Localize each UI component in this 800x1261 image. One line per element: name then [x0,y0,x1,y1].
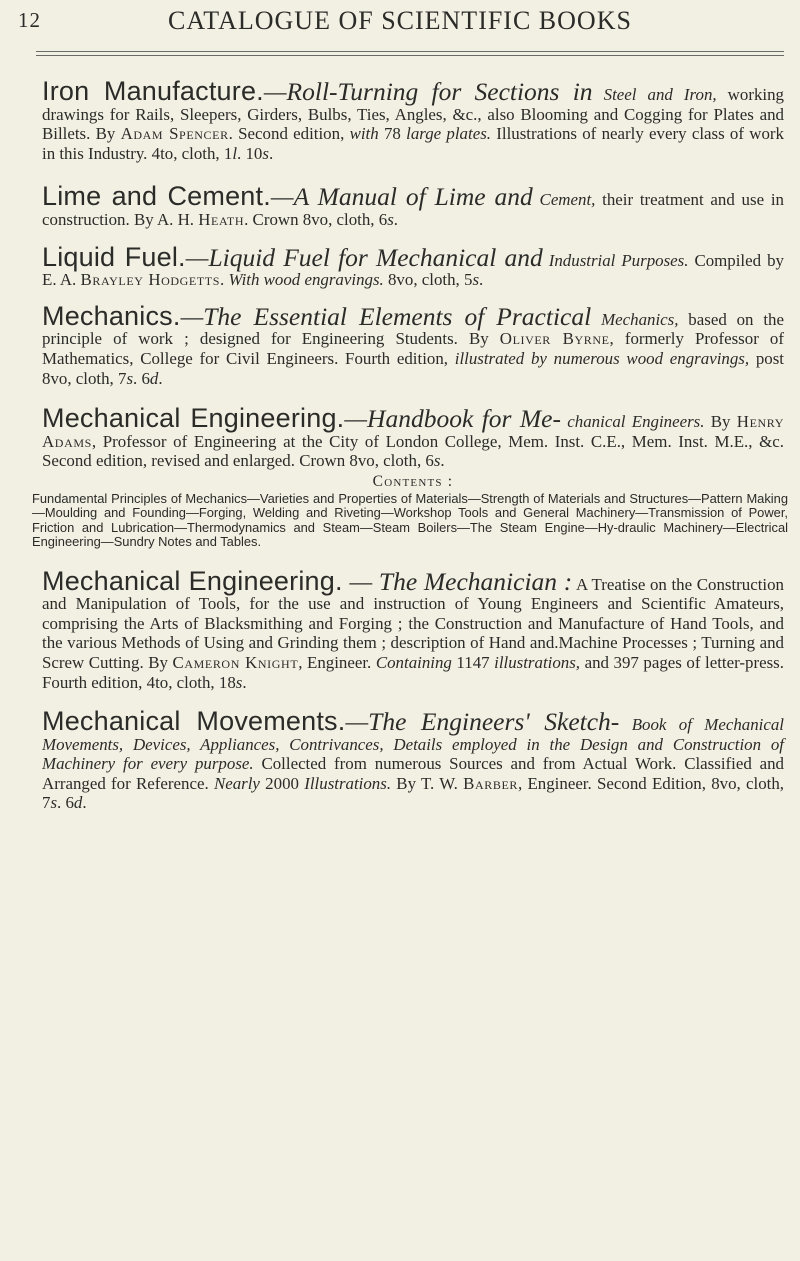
catalogue-entry [42,76,784,163]
entry-author: Heath [198,209,245,229]
entry-currency: s [50,793,58,813]
entry-title: —A Manual of Lime and [270,182,533,212]
entry-text: post 8vo, cloth, 7 [42,348,784,388]
entry-title-cont: Industrial Purposes. [548,250,689,270]
entry-text: . Crown 8vo, cloth, 6 [244,209,388,229]
entry-currency: s [433,451,441,471]
entry-title-cont: Cement, [539,190,596,210]
header-rule-bottom [36,55,784,56]
entry-italic-note: Nearly [213,773,260,793]
entry-text: based on the principle of work ; designed for Engineering Students. By [42,309,784,349]
entry-text: 78 [378,124,407,144]
entry-subject: Mechanics. [42,300,181,331]
catalogue-entries [32,76,788,813]
entry-subject: Mechanical Engineering. [42,403,345,434]
entry-italic-note: with [349,124,379,144]
entry-currency: d [73,793,83,813]
entry-subject: Liquid Fuel. [42,241,186,272]
entry-text: , Engineer. Second Edition, 8vo, cloth, 7 [42,773,785,813]
entry-italic-note: Containing [375,652,452,672]
entry-title: —Liquid Fuel for Mechanical and [185,242,543,272]
header-rule-top [36,51,784,52]
entry-italic-note: Illustrations. [304,773,392,793]
entry-author: Henry Adams [42,412,784,451]
entry-title: —The Essential Elements of Practical [180,301,592,331]
entry-text: 1147 [451,652,495,672]
entry-text: 8vo, cloth, 5 [383,270,473,290]
entry-subject: Mechanical Engineering. [42,565,343,596]
entry-text: . [82,793,87,813]
entry-text: By T. W. [391,773,464,793]
entry-title-cont: Mechanics, [601,309,679,329]
page-header [0,0,800,46]
entry-text: Collected from numerous Sources and from Actual Work. Classified and Arranged for Reference. [42,754,784,793]
entry-title: —Roll-Turning for Sections in [263,77,593,106]
entry-text: . [268,143,274,163]
entry-text: . Second edition, [228,124,350,144]
running-title: CATALOGUE OF SCIENTIFIC BOOKS [168,6,632,35]
entry-text: working drawings for Rails, Sleepers, Girders, Bulbs, Ties, Angles, &c., also Blooming and Cogging for Plates and Billets. By [42,85,784,144]
contents-list: Fundamental Principles of Mechanics—Varieties and Properties of Materials—Strength of Materials and Structures—Pattern Making—Moulding and Founding—Forging, Welding and Riveting—Workshop Tools and General Machinery—Transmission of Power, Friction and Lubrication—Thermodynamics and Steam—Steam Boilers—The Steam Engine—Hy-draulic Machinery—Electrical Engineering—Sundry Notes and Tables. [32,490,788,550]
entry-italic-note: illustrations, [494,652,581,672]
entry-title-cont: Steel and Iron, [603,85,717,104]
catalogue-entry [42,565,784,693]
entry-subject: Lime and Cement. [42,181,271,212]
catalogue-entry [42,181,784,229]
entry-text: , formerly Professor of Mathematics, College for Civil Engineers. Fourth edition, [42,329,784,368]
entry-text: their treatment and use in construction. By A. H. [42,190,784,229]
entry-currency: d [149,368,159,388]
catalogue-entry [32,403,788,550]
entry-author: Cameron Knight [172,652,299,672]
entry-text: By [704,412,737,432]
page-number: 12 [18,8,41,32]
catalogue-entry [42,241,784,290]
entry-title-cont: chanical Engineers. [567,412,705,432]
entry-text: . 6 [57,793,74,813]
entry-title-cont: Book of Mechanical Movements, Devices, Appliances, Contrivances, Details employed in the Design and Construction of Machinery for every purpose. [42,715,784,774]
entry-title: — The Mechanician : [342,566,573,596]
entry-text: 2000 [259,773,305,793]
entry-text: , Engineer. [298,652,376,672]
entry-text: . [440,451,445,471]
entry-title: —The Engineers' Sketch- [345,707,620,737]
catalogue-entry [42,300,784,388]
entry-currency: s [126,368,134,388]
entry-text: . [220,270,229,290]
entry-author: Brayley Hodgetts [80,270,220,290]
contents-heading: Contents : [372,472,454,490]
entry-text: . [479,270,484,290]
entry-italic-note: With wood engravings. [228,270,384,290]
entry-text: and 397 pages of letter-press. Fourth edition, 4to, cloth, 18 [42,652,784,692]
entry-italic-note: illustrated by numerous wood engravings, [454,348,750,368]
entry-text: Illustrations of nearly every class of work in this Industry. 4to, cloth, 1 [42,124,784,163]
entry-author: Oliver Byrne [499,329,610,349]
entry-text: . 10 [237,143,263,163]
entry-text: , Professor of Engineering at the City of London College, Mem. Inst. C.E., Mem. Inst. M.E., &c. Second edition, revised and enlarged. Crown 8vo, cloth, 6 [42,431,784,471]
entry-text: . 6 [133,368,150,388]
entry-subject: Mechanical Movements. [42,706,346,737]
entry-currency: l [232,143,238,163]
entry-currency: s [262,143,269,163]
entry-currency: s [472,270,480,290]
catalogue-entry [42,706,785,813]
entry-currency: s [387,209,394,229]
entry-italic-note: large plates. [406,124,491,144]
entry-text: . [158,368,163,388]
entry-currency: s [235,672,243,692]
entry-text: A Treatise on the Construction and Manipulation of Tools, for the use and instruction of Young Engineers and Scientific Amateurs, comprising the Arts of Blacksmithing and Forging ; the Construction and Manufacture of Hand Tools, and the various Methods of Using and Grinding them ; description of Hand and.Machine Processes ; Turning and Screw Cutting. By [42,574,784,672]
entry-text: Compiled by E. A. [42,250,784,290]
entry-title: —Handbook for Me- [344,404,561,434]
entry-author: Adam Spencer [120,124,229,144]
entry-text: . [393,209,399,229]
entry-subject: Iron Manufacture. [42,76,264,106]
entry-text: . [242,672,247,692]
entry-author: Barber [463,773,518,793]
